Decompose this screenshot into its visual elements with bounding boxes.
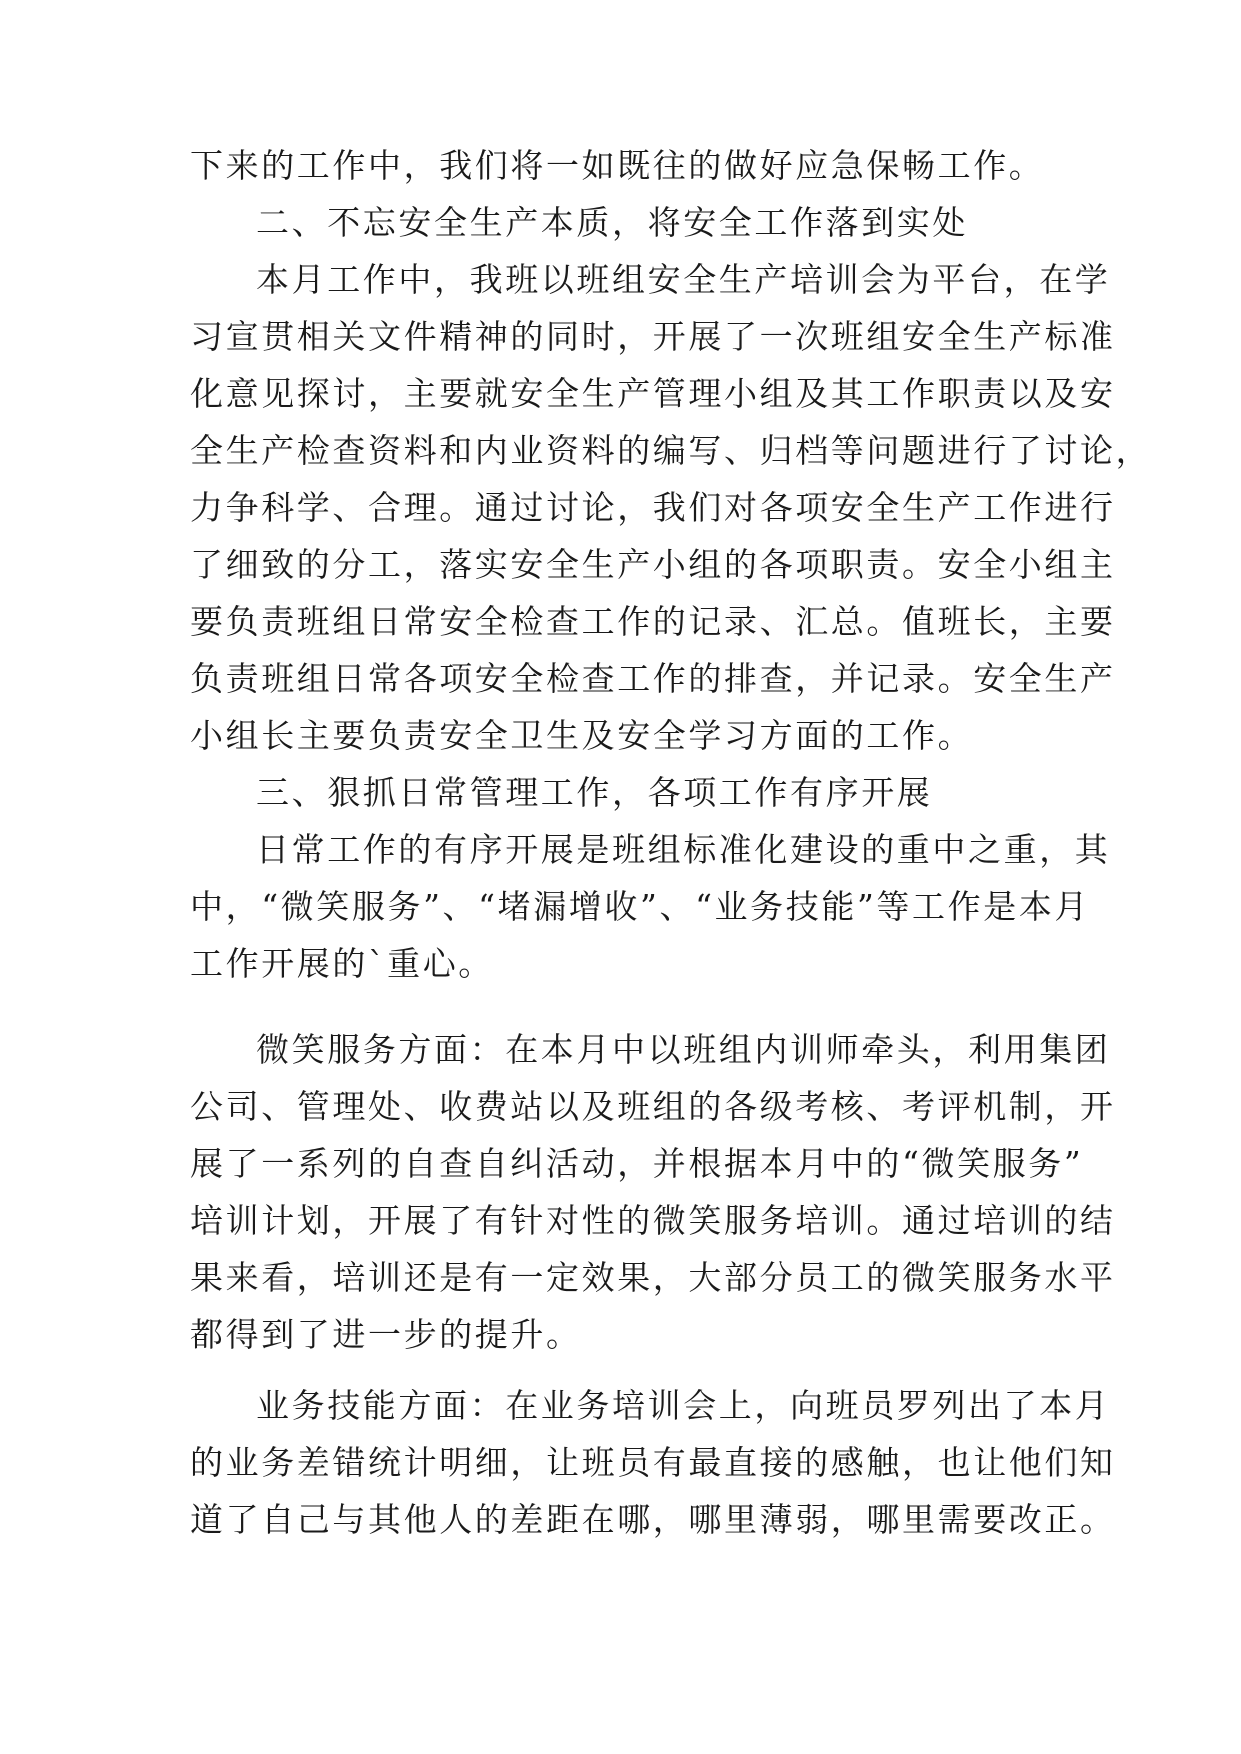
text-line: 工作开展的`重心。 bbox=[190, 944, 494, 983]
text-line: 公司、管理处、收费站以及班组的各级考核、考评机制，开 bbox=[190, 1087, 1116, 1126]
text-line: 微笑服务方面：在本月中以班组内训师牵头，利用集团 bbox=[256, 1030, 1111, 1069]
text-line: 小组长主要负责安全卫生及安全学习方面的工作。 bbox=[190, 716, 974, 755]
text-line: 道了自己与其他人的差距在哪，哪里薄弱，哪里需要改正。 bbox=[190, 1500, 1116, 1539]
text-line: 习宣贯相关文件精神的同时，开展了一次班组安全生产标准 bbox=[190, 317, 1116, 356]
text-line: 都得到了进一步的提升。 bbox=[190, 1315, 582, 1354]
text-line: 本月工作中，我班以班组安全生产培训会为平台，在学 bbox=[256, 260, 1111, 299]
text-line: 了细致的分工，落实安全生产小组的各项职责。安全小组主 bbox=[190, 545, 1116, 584]
text-line: 全生产检查资料和内业资料的编写、归档等问题进行了讨论， bbox=[190, 431, 1152, 470]
section-heading: 三、狠抓日常管理工作，各项工作有序开展 bbox=[256, 773, 933, 812]
text-line: 的业务差错统计明细，让班员有最直接的感触，也让他们知 bbox=[190, 1443, 1116, 1482]
text-line: 培训计划，开展了有针对性的微笑服务培训。通过培训的结 bbox=[190, 1201, 1116, 1240]
text-line: 日常工作的有序开展是班组标准化建设的重中之重，其 bbox=[256, 830, 1111, 869]
text-line: 要负责班组日常安全检查工作的记录、汇总。值班长，主要 bbox=[190, 602, 1116, 641]
text-line: 果来看，培训还是有一定效果，大部分员工的微笑服务水平 bbox=[190, 1258, 1116, 1297]
text-line: 下来的工作中，我们将一如既往的做好应急保畅工作。 bbox=[190, 146, 1045, 185]
section-heading: 二、不忘安全生产本质，将安全工作落到实处 bbox=[256, 203, 968, 242]
text-line: 中，“微笑服务”、“堵漏增收”、“业务技能”等工作是本月 bbox=[190, 887, 1091, 926]
text-line: 负责班组日常各项安全检查工作的排查，并记录。安全生产 bbox=[190, 659, 1116, 698]
text-line: 化意见探讨，主要就安全生产管理小组及其工作职责以及安 bbox=[190, 374, 1116, 413]
text-line: 展了一系列的自查自纠活动，并根据本月中的“微笑服务” bbox=[190, 1144, 1084, 1183]
text-line: 力争科学、合理。通过讨论，我们对各项安全生产工作进行 bbox=[190, 488, 1116, 527]
text-line: 业务技能方面：在业务培训会上，向班员罗列出了本月 bbox=[256, 1386, 1111, 1425]
